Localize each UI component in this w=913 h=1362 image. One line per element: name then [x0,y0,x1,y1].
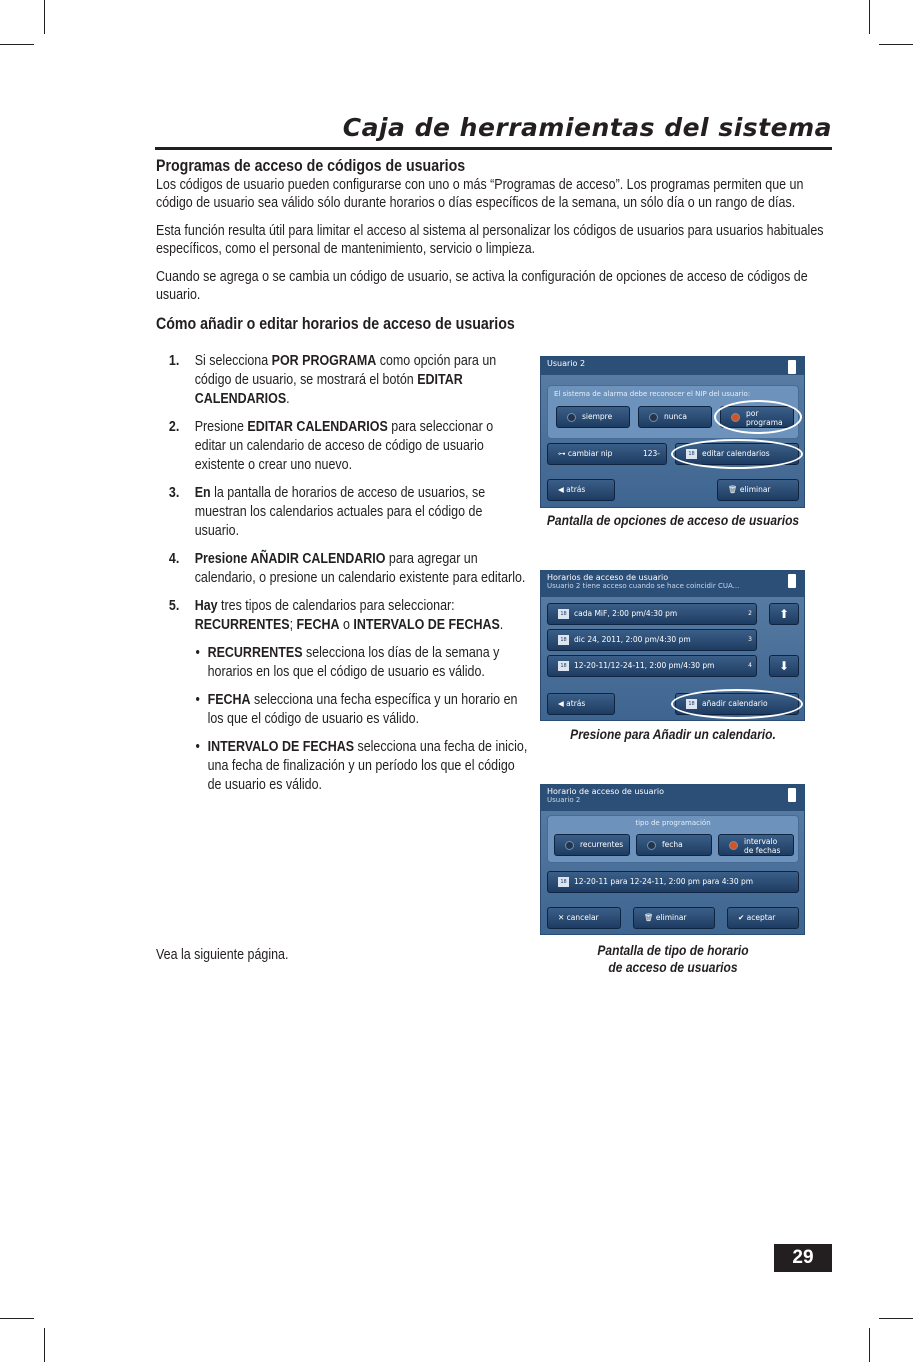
calendar-icon: 18 [558,609,569,619]
back-arrow-icon: ◀ [558,699,567,708]
calendar-row[interactable] [547,629,757,651]
screen-title-bar [541,571,804,597]
step-bold: Hay [194,598,218,614]
radio-selected-icon [729,841,738,850]
never-button[interactable] [638,406,712,428]
bullet: • [195,645,200,661]
screen-title-bar [541,357,804,375]
step-text: . [499,617,504,633]
step-text: para seleccionar o editar un calendario de acceso de código de usuario existente o crear uno nuevo. [194,419,494,473]
step-number: 1. [168,353,180,369]
screenshot-access-options [540,356,805,508]
date-range-button[interactable] [718,834,794,856]
calendar-icon: 18 [558,635,569,645]
button-label: cancelar [566,913,599,922]
button-label: fecha [662,840,683,849]
screen-title-bar [541,785,804,811]
screen-title: Usuario 2 [547,359,586,368]
calendar-icon: 18 [686,449,697,459]
calendar-icon: 18 [686,699,697,709]
button-label: recurrentes [580,840,624,849]
highlight-circle [671,689,803,719]
crop-mark [0,44,34,45]
step-text: o [339,617,354,633]
button-label: cambiar nip [567,449,613,458]
calendar-icon: 18 [558,877,569,887]
plug-icon [788,574,796,588]
screenshot-schedule-type [540,784,805,935]
screenshot-schedules [540,570,805,721]
button-label: por [746,409,759,418]
step-text: para agregar un calendario, o presione un calendario existente para editarlo. [194,551,526,586]
step-bold: FECHA [296,617,340,633]
key-icon: ⊶ [558,449,568,458]
screenshot-caption [531,942,815,976]
type-panel [547,815,799,863]
highlight-circle [714,400,802,434]
highlight-circle [671,439,803,469]
scroll-up-arrow-icon[interactable]: ⬆ [769,603,799,625]
intro-section [156,156,832,334]
bullet-text: selecciona los días de la semana y horarios en los que el código de usuario es válido. [207,645,500,680]
accept-button[interactable] [727,907,799,929]
bullet-text: selecciona una fecha específica y un horario en los que el código de usuario es válido. [207,692,518,727]
step-item [156,418,528,475]
button-label: programa [746,418,783,427]
step-text: la pantalla de horarios de acceso de usuarios, se muestran los calendarios actuales para el código de usuario. [194,485,486,539]
bullet-bold: INTERVALO DE FECHAS [207,739,355,755]
check-icon: ✔ [738,913,747,922]
step-text: ; [289,617,297,633]
crop-mark [869,0,870,34]
panel-prompt: El sistema de alarma debe reconocer el NIP del usuario: [554,390,751,398]
bullet: • [195,739,200,755]
bullet-item [156,691,528,729]
step-text: Si selecciona [194,353,272,369]
button-label: intervalo [744,837,778,846]
screen-subtitle: Usuario 2 tiene acceso cuando se hace coincidir CUA... [547,582,740,590]
radio-icon [647,841,656,850]
button-label: de fechas [744,846,781,855]
close-icon: ✕ [558,913,567,922]
steps-list [156,352,528,804]
scroll-down-arrow-icon[interactable]: ⬇ [769,655,799,677]
footer-note: Vea la siguiente página. [156,947,289,963]
bullet-bold: FECHA [207,692,251,708]
delete-button[interactable] [633,907,715,929]
crop-mark [869,1328,870,1362]
always-button[interactable] [556,406,630,428]
step-text: tres tipos de calendarios para seleccionar: [217,598,455,614]
row-number: 4 [748,662,752,669]
date-button[interactable] [636,834,712,856]
back-arrow-icon: ◀ [558,485,567,494]
crop-mark [44,1328,45,1362]
button-label: eliminar [739,485,771,494]
bullet-bold: RECURRENTES [207,645,303,661]
radio-icon [567,413,576,422]
calendar-row[interactable] [547,603,757,625]
screenshot-caption: Presione para Añadir un calendario. [570,726,776,742]
bullet-item [156,644,528,682]
trash-icon: 🗑 [644,913,656,922]
panel-label: tipo de programación [635,819,711,827]
button-label: añadir calendario [702,699,768,708]
step-bold: En [194,485,211,501]
screen-subtitle: Usuario 2 [547,796,581,804]
step-item [156,597,528,635]
button-label: atrás [566,699,586,708]
caption-line: Pantalla de tipo de horario [597,942,749,958]
screenshot-caption: Pantalla de opciones de acceso de usuarios [546,512,800,528]
step-item [156,484,528,541]
caption-line: de acceso de usuarios [608,959,738,975]
calendar-icon: 18 [558,661,569,671]
step-item [156,352,528,409]
bullet: • [195,692,200,708]
radio-icon [565,841,574,850]
button-label: aceptar [746,913,776,922]
crop-mark [879,1318,913,1319]
paragraph: Cuando se agrega o se cambia un código de usuario, se activa la configuración de opciones de acceso de códigos de usuario. [156,269,808,303]
back-button[interactable] [547,479,615,501]
back-button[interactable] [547,693,615,715]
title-rule [155,147,832,150]
step-bold: EDITAR CALENDARIOS [247,419,388,435]
button-label: atrás [566,485,586,494]
step-number: 4. [168,551,180,567]
delete-button[interactable] [717,479,799,501]
row-number: 3 [748,636,752,643]
step-number: 5. [168,598,180,614]
step-item [156,550,528,588]
change-pin-button[interactable] [547,443,667,465]
page-title: Caja de herramientas del sistema [342,113,832,142]
button-label: editar calendarios [702,449,770,458]
step-bold: Presione AÑADIR CALENDARIO [194,551,386,567]
recurring-button[interactable] [554,834,630,856]
button-label: siempre [582,412,613,421]
cancel-button[interactable] [547,907,621,929]
row-label: 12-20-11/12-24-11, 2:00 pm/4:30 pm [574,661,715,670]
bullet-item [156,738,528,795]
crop-mark [0,1318,34,1319]
step-number: 3. [168,485,180,501]
step-bold: EDITAR CALENDARIOS [194,372,463,407]
page-number: 29 [774,1244,832,1272]
plug-icon [788,360,796,374]
row-label: cada MiF, 2:00 pm/4:30 pm [574,609,678,618]
section-heading: Cómo añadir o editar horarios de acceso de usuarios [156,315,515,333]
step-bold: INTERVALO DE FECHAS [353,617,500,633]
radio-icon [649,413,658,422]
step-bold: RECURRENTES [194,617,290,633]
paragraph: Los códigos de usuario pueden configurarse con uno o más “Programas de acceso”. Los programas permiten que un código de usuario sea válido sólo durante horarios o días específicos de la semana, un sólo día o un rango de días. [156,177,804,211]
crop-mark [44,0,45,34]
screen-title: Horarios de acceso de usuario [547,573,669,582]
bullet-text: selecciona una fecha de inicio, una fecha de finalización y un período los que el código de usuario es válido. [207,739,528,793]
pin-value: 123- [642,449,660,458]
paragraph: Esta función resulta útil para limitar el acceso al sistema al personalizar los códigos de usuarios para usuarios habituales específicos, como el personal de mantenimiento, servicio o limpieza. [156,223,824,257]
row-label: dic 24, 2011, 2:00 pm/4:30 pm [574,635,691,644]
calendar-row[interactable] [547,655,757,677]
step-bold: POR PROGRAMA [271,353,377,369]
section-heading: Programas de acceso de códigos de usuarios [156,157,466,175]
plug-icon [788,788,796,802]
date-range-field[interactable] [547,871,799,893]
step-text: Presione [194,419,248,435]
button-label: eliminar [655,913,687,922]
row-number: 2 [748,610,752,617]
step-number: 2. [168,419,180,435]
field-value: 12-20-11 para 12-24-11, 2:00 pm para 4:30 pm [574,877,754,886]
crop-mark [879,44,913,45]
trash-icon: 🗑 [728,485,740,494]
step-text: . [286,391,290,407]
screen-title: Horario de acceso de usuario [547,787,664,796]
step-text: como opción para un código de usuario, se mostrará el botón [194,353,497,388]
button-label: nunca [664,412,687,421]
